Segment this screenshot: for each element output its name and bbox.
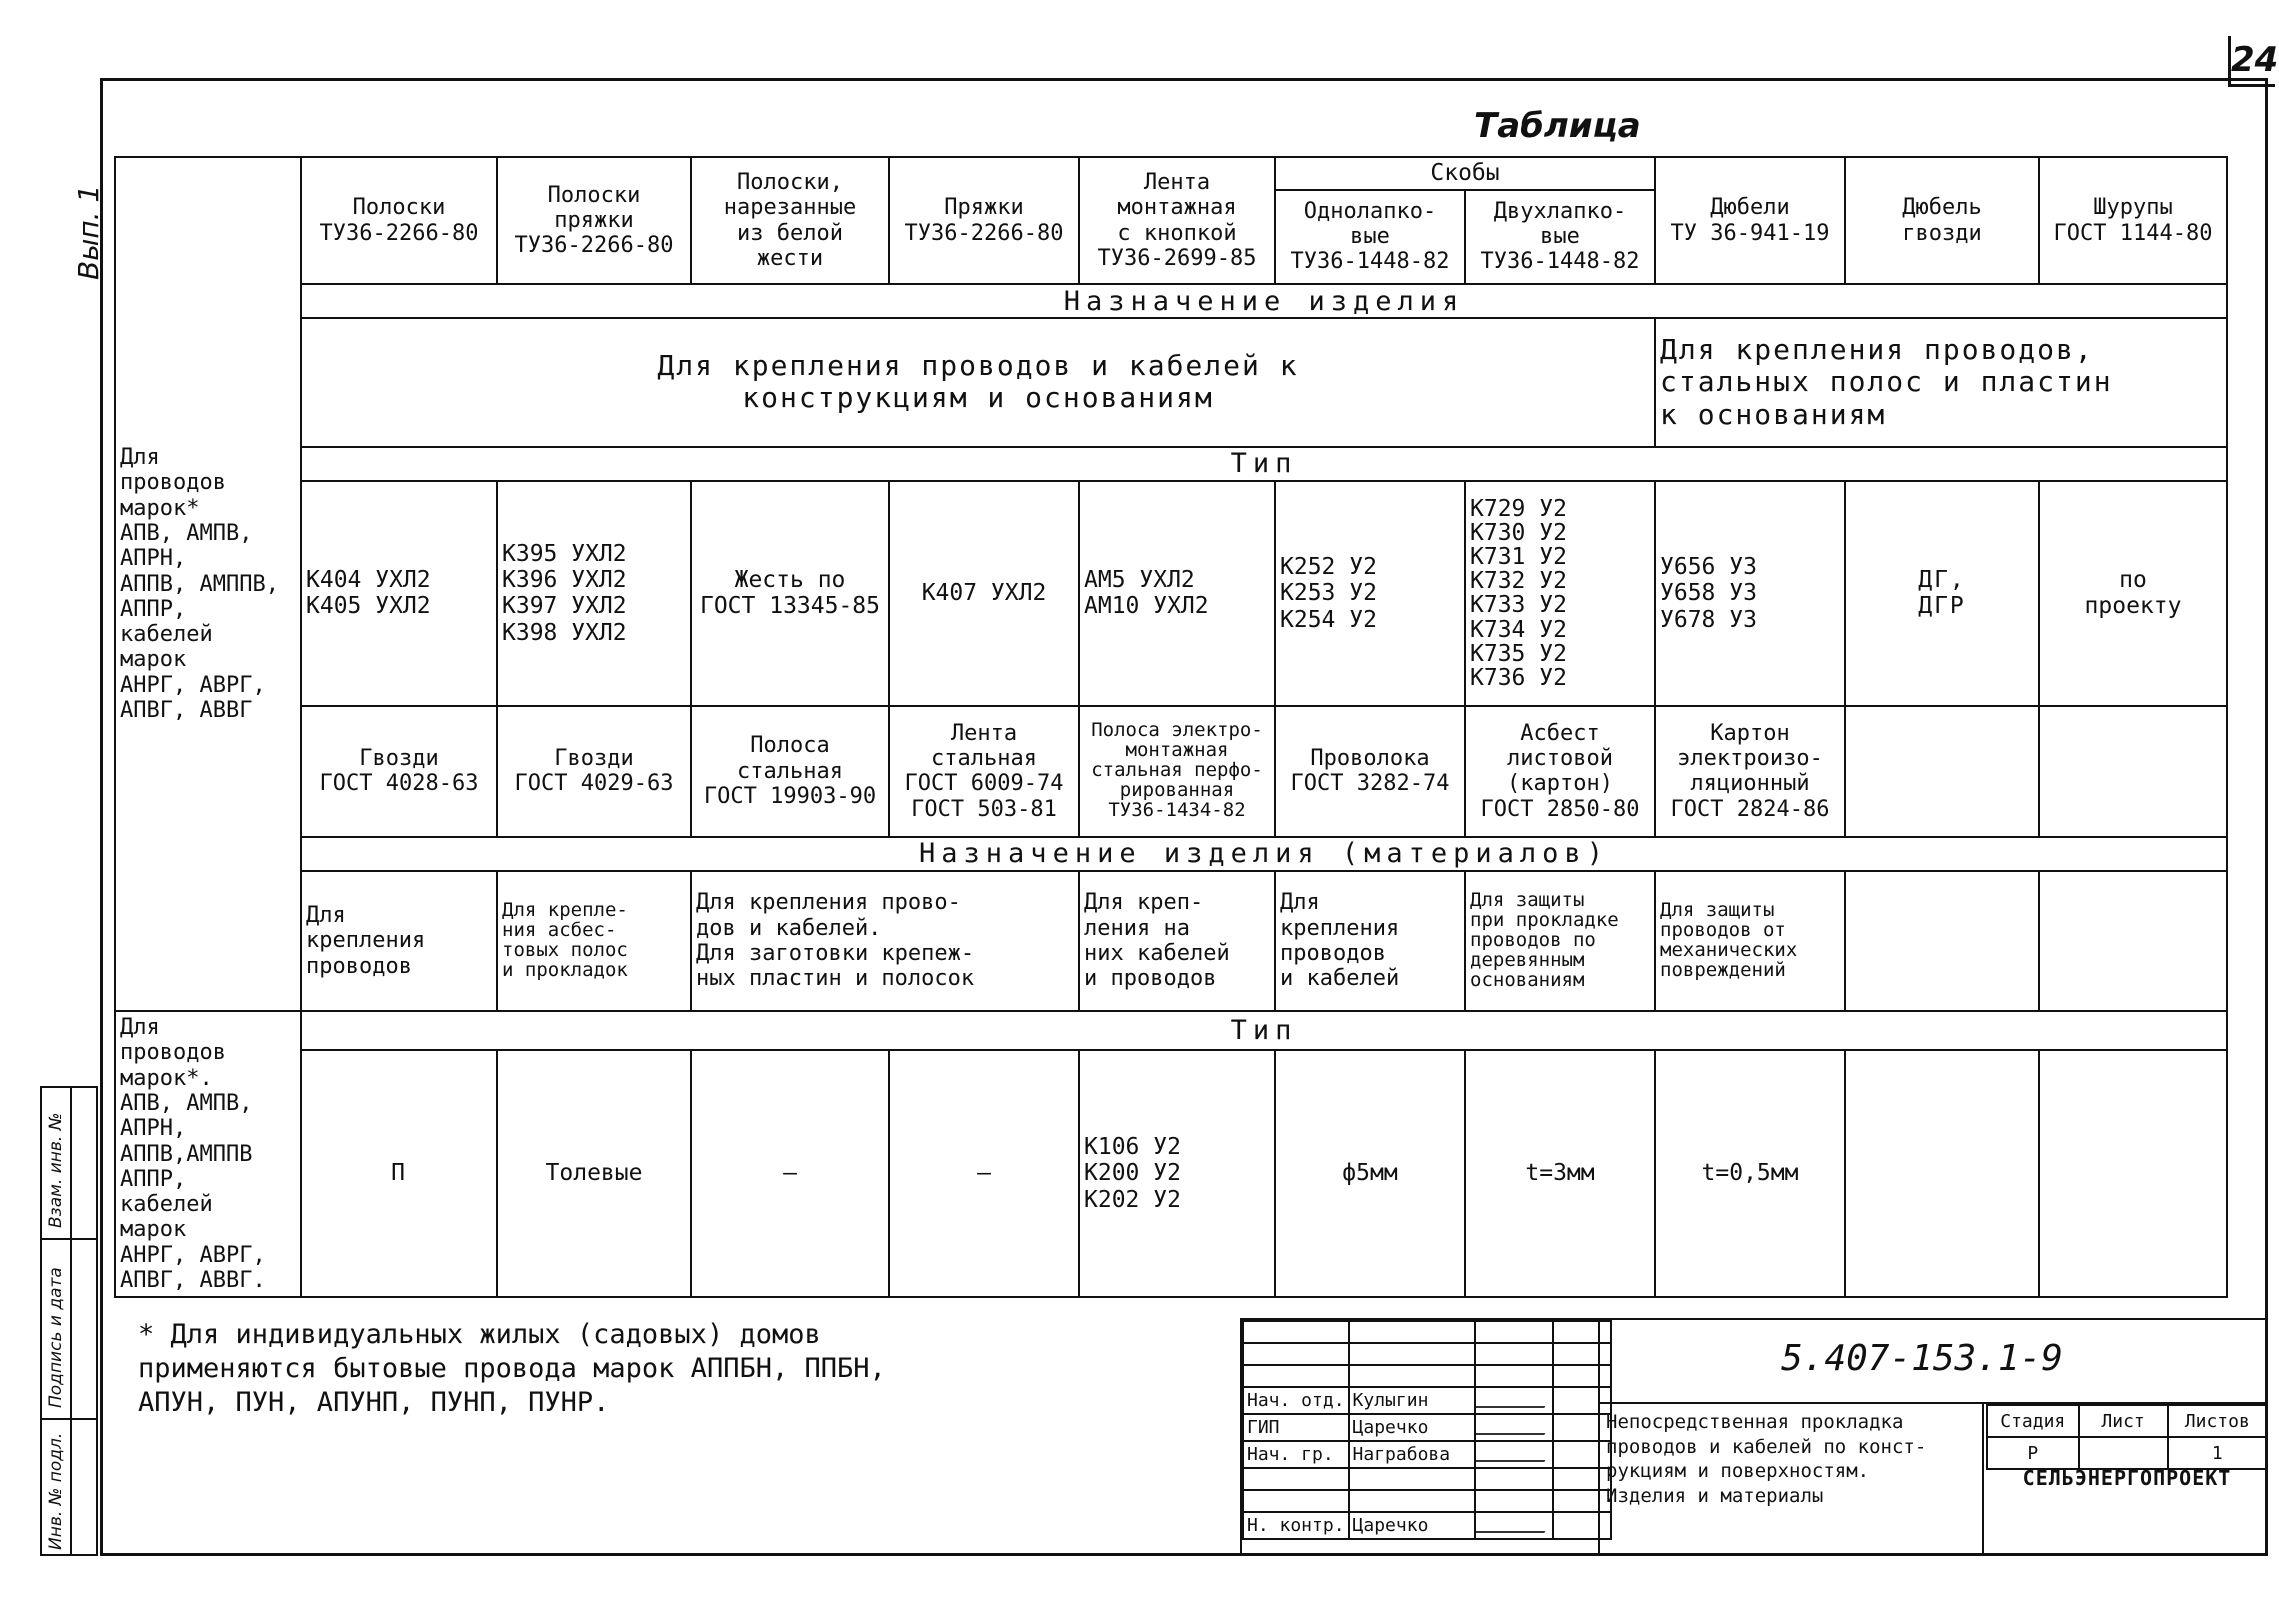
row-header-line: Для: [120, 1015, 160, 1041]
products-table: [114, 156, 2228, 1298]
type-label: Тип: [301, 447, 2227, 481]
footnote-line: АПУН, ПУН, АПУНП, ПУНП, ПУНР.: [138, 1386, 610, 1418]
sheet-value: [2079, 1437, 2168, 1469]
product-name-line: вые: [1350, 224, 1390, 250]
purpose-dowels: [1655, 318, 2227, 447]
role-cell: Нач. отд.: [1243, 1387, 1349, 1414]
type-cell: [1079, 481, 1275, 706]
purpose-line: проводов: [1280, 941, 1386, 967]
product-cell: [889, 157, 1079, 284]
product-name-line: Однолапко-: [1303, 198, 1437, 224]
purpose-label: Назначение изделия: [301, 284, 2227, 318]
type-cell: [1845, 1050, 2039, 1297]
strip-label: Подпись и дата: [46, 1267, 66, 1408]
product-name-line: нарезанные: [723, 195, 857, 221]
material-standard: ГОСТ 4029-63: [514, 771, 674, 797]
role-cell: ГИП: [1243, 1414, 1349, 1441]
purpose-line: Для крепле-: [502, 899, 628, 922]
type-line: К200 У2: [1084, 1160, 1181, 1187]
material-standard: ГОСТ 4028-63: [319, 771, 479, 797]
stage-label: Стадия: [1987, 1405, 2079, 1437]
product-name-line: Лента: [1143, 169, 1211, 195]
type-line: К407 УХЛ2: [921, 580, 1047, 607]
row-header-line: АПВ, АМПВ,: [120, 1090, 253, 1116]
document-description: [1606, 1410, 1981, 1509]
organization-name: СЕЛЬЭНЕРГОПРОЕКТ: [2022, 1466, 2232, 1490]
footnote-line: * Для индивидуальных жилых (садовых) домов: [138, 1319, 821, 1350]
purpose-line: при прокладке: [1470, 909, 1619, 932]
product-cell: [301, 157, 497, 284]
type-line: —: [783, 1160, 797, 1187]
product-standard: ТУ36-2266-80: [514, 233, 674, 259]
product-cell: [1275, 190, 1465, 284]
type-line: К405 УХЛ2: [306, 593, 431, 620]
type-line: ДГ,: [1918, 567, 1966, 593]
row-header-line: марок*.: [120, 1065, 213, 1091]
purpose-line: механических: [1660, 939, 1798, 962]
type-line: П: [391, 1160, 407, 1187]
type-line: К404 УХЛ2: [306, 567, 431, 593]
type-line: У656 У3: [1660, 553, 1757, 580]
product-cell: [1655, 157, 1845, 284]
material-standard: ГОСТ 2824-86: [1670, 796, 1830, 822]
row-header-line: АПРН,: [120, 546, 187, 572]
row-header-line: кабелей: [120, 1192, 213, 1218]
purpose-line: Для: [1280, 890, 1320, 916]
type-line: К254 У2: [1280, 606, 1377, 633]
type-line: проекту: [2084, 593, 2182, 620]
purpose-line: и прокладок: [502, 958, 628, 981]
purpose-line: ния асбес-: [502, 919, 617, 942]
purpose-line: Для защиты: [1470, 889, 1585, 912]
type-cell: [301, 481, 497, 706]
row-header-line: АПВ, АМПВ,: [120, 520, 253, 546]
material-name-line: монтажная: [1125, 739, 1229, 762]
product-cell: [1845, 157, 2039, 284]
purpose-line: товых полос: [502, 939, 628, 962]
material-cell: [301, 706, 497, 837]
sheet-label: Лист: [2079, 1405, 2168, 1437]
row-header-line: кабелей: [120, 622, 213, 648]
product-cell: [691, 157, 889, 284]
material-cell: [1465, 706, 1655, 837]
material-name-line: Проволока: [1310, 745, 1430, 771]
type-line: Жесть по: [734, 567, 846, 593]
purpose-label-2: Назначение изделия (материалов): [301, 837, 2227, 871]
type-line: К734 У2: [1470, 616, 1567, 643]
purpose-line: и проводов: [1084, 966, 1217, 992]
type-line: ф5мм: [1342, 1160, 1398, 1187]
type-cell: [889, 481, 1079, 706]
sheet-number: 24: [2228, 36, 2275, 87]
row-header-line: марок: [120, 1217, 187, 1243]
title-block: [1240, 1318, 2268, 1556]
product-name-line: Дюбель: [1902, 195, 1982, 221]
product-standard: ТУ 36-941-19: [1670, 220, 1830, 246]
type-line: К253 У2: [1280, 580, 1377, 607]
name-cell: Царечко: [1349, 1512, 1475, 1539]
name-cell: Награбова: [1349, 1441, 1475, 1468]
type-line: К736 У2: [1470, 664, 1567, 691]
purpose-line: основаниям: [1470, 968, 1585, 991]
purpose-line: ления на: [1084, 915, 1190, 941]
product-standard: ТУ36-1448-82: [1290, 249, 1450, 275]
type-line: К729 У2: [1470, 495, 1567, 522]
product-name-line: вые: [1540, 224, 1580, 250]
row-header-line: АНРГ, АВРГ,: [120, 672, 266, 698]
purpose-line: Для креп-: [1084, 890, 1204, 916]
type-line: К733 У2: [1470, 592, 1567, 619]
name-cell: [1349, 1468, 1475, 1490]
row-header-wires-1: [115, 157, 301, 1011]
row-header-line: АПВГ, АВВГ.: [120, 1268, 266, 1293]
row-header-line: АППР,: [120, 1166, 187, 1192]
type-line: t=0,5мм: [1701, 1160, 1799, 1187]
type-line: К398 УХЛ2: [502, 619, 627, 646]
purpose-line: деревянным: [1470, 948, 1585, 971]
type-line: t=3мм: [1525, 1160, 1595, 1187]
document-code: 5.407-153.1-9: [1781, 1338, 2063, 1379]
material-standard: ТУ36-1434-82: [1108, 799, 1246, 822]
product-standard: ТУ36-2266-80: [319, 220, 479, 246]
material-name-line: стальная: [737, 758, 843, 784]
product-name-line: пряжки: [554, 207, 634, 233]
purpose-line: и кабелей: [1280, 966, 1400, 992]
row-header-line: АППВ,АМППВ: [120, 1141, 253, 1167]
material-name-line: Полоса: [750, 733, 830, 759]
material-name-line: Полоса электро-: [1091, 719, 1263, 742]
purpose-line: крепления: [1280, 915, 1400, 941]
purpose-cell-empty: [1845, 871, 2039, 1012]
purpose-line: ных пластин и полосок: [696, 966, 975, 992]
product-name-line: жести: [756, 245, 824, 271]
product-name-line: Двухлапко-: [1493, 198, 1627, 224]
material-cell: [1655, 706, 1845, 837]
material-name-line: (картон): [1507, 771, 1613, 797]
material-cell: [2039, 706, 2227, 837]
type-line: Толевые: [545, 1160, 643, 1187]
signature-icon: [1475, 1442, 1553, 1462]
purpose-cell: [1275, 871, 1465, 1012]
type-line: ГОСТ 13345-85: [699, 593, 880, 620]
material-cell: [1079, 706, 1275, 837]
type-cell: [1275, 481, 1465, 706]
purpose-main: [301, 318, 1655, 447]
product-name-line: Полоски: [352, 195, 446, 221]
row-header-line: проводов: [120, 470, 226, 496]
purpose-cell: [497, 871, 691, 1012]
description-line: рукциям и поверхностям.: [1606, 1460, 1870, 1483]
product-standard: ГОСТ 1144-80: [2053, 220, 2213, 246]
sheets-label: Листов: [2168, 1405, 2267, 1437]
type-cell: [1655, 1050, 1845, 1297]
row-header-line: АНРГ, АВРГ,: [120, 1242, 266, 1268]
description-line: проводов и кабелей по конст-: [1606, 1435, 1927, 1458]
type-line: К202 У2: [1084, 1186, 1181, 1213]
purpose-line: проводов: [306, 953, 412, 979]
stage-value: Р: [1987, 1437, 2079, 1469]
purpose-line: Для защиты: [1660, 899, 1775, 922]
material-cell: [1275, 706, 1465, 837]
material-standard: ГОСТ 3282-74: [1290, 771, 1450, 797]
skoby-header: Скобы: [1275, 157, 1655, 190]
purpose-line: Для крепления проводов,: [1660, 333, 2094, 367]
product-name-line: Полоски: [547, 182, 641, 208]
purpose-line: Для крепления прово-: [696, 890, 961, 916]
type-cell: [1655, 481, 1845, 706]
role-cell: [1243, 1468, 1349, 1490]
purpose-line: к основаниям: [1660, 397, 1887, 431]
margin-stamp-strip: [40, 1086, 98, 1556]
purpose-cell-empty: [2039, 871, 2227, 1012]
type-cell: [2039, 481, 2227, 706]
sheets-value: 1: [2168, 1437, 2267, 1469]
material-name-line: Асбест: [1520, 720, 1600, 746]
description-line: Изделия и материалы: [1606, 1485, 1824, 1508]
product-name-line: Полоски,: [737, 169, 843, 195]
purpose-line: конструкциям и основаниям: [742, 381, 1214, 415]
purpose-cell: [691, 871, 1079, 1012]
product-name-line: гвозди: [1902, 220, 1982, 246]
name-cell: Кулыгин: [1349, 1387, 1475, 1414]
side-note: Вып. 1: [72, 184, 105, 280]
material-standard: ГОСТ 19903-90: [703, 783, 877, 809]
product-standard: ТУ36-1448-82: [1480, 249, 1640, 275]
product-cell: [2039, 157, 2227, 284]
strip-label: Взам. инв. №: [46, 1112, 66, 1228]
purpose-line: крепления: [306, 928, 426, 954]
row-header-line: АПРН,: [120, 1116, 187, 1142]
type-line: К735 У2: [1470, 640, 1567, 667]
type-line: —: [977, 1160, 991, 1187]
purpose-cell: [301, 871, 497, 1012]
row-header-line: проводов: [120, 1040, 226, 1066]
product-name-line: Дюбели: [1710, 195, 1790, 221]
material-standard: ГОСТ 2850-80: [1480, 796, 1640, 822]
type-cell: [1465, 481, 1655, 706]
purpose-line: стальных полос и пластин: [1660, 365, 2113, 399]
row-header-line: марок*: [120, 495, 200, 521]
purpose-line: дов и кабелей.: [696, 915, 882, 941]
type-line: У658 У3: [1660, 580, 1757, 607]
material-name-line: стальная перфо-: [1091, 759, 1263, 782]
type-cell: [497, 481, 691, 706]
type-line: по: [2119, 567, 2147, 593]
purpose-line: них кабелей: [1084, 941, 1230, 967]
material-standard: ГОСТ 6009-74: [904, 771, 1064, 797]
product-cell: [497, 157, 691, 284]
type-line: АМ10 УХЛ2: [1084, 593, 1209, 620]
table-title: Таблица: [1474, 106, 1641, 146]
type-line: ДГР: [1918, 593, 1966, 620]
type-line: У678 У3: [1660, 606, 1757, 633]
product-name-line: с кнопкой: [1117, 220, 1237, 246]
type-cell: [889, 1050, 1079, 1297]
row-header-line: АПВГ, АВВГ: [120, 698, 253, 723]
material-name-line: Гвозди: [554, 745, 634, 771]
material-name-line: Гвозди: [359, 745, 439, 771]
product-standard: ТУ36-2699-85: [1097, 245, 1257, 271]
purpose-line: Для крепления проводов и кабелей к: [657, 349, 1299, 383]
description-line: Непосредственная прокладка: [1606, 1411, 1904, 1433]
type-line: К395 УХЛ2: [502, 540, 627, 567]
type-cell: [497, 1050, 691, 1297]
material-name-line: ляционный: [1690, 771, 1810, 797]
material-name-line: Картон: [1710, 720, 1790, 746]
row-header-line: АППВ, АМППВ,: [120, 571, 279, 597]
material-standard: ГОСТ 503-81: [911, 796, 1057, 822]
type-line: К252 У2: [1280, 553, 1377, 580]
row-header-line: Для: [120, 445, 160, 471]
strip-label: Инв. № подл.: [46, 1432, 66, 1550]
material-name-line: рированная: [1119, 779, 1235, 802]
material-name-line: Лента: [950, 720, 1018, 746]
type-cell: [1845, 481, 2039, 706]
type-line: К732 У2: [1470, 568, 1567, 595]
product-name-line: Шурупы: [2093, 195, 2173, 221]
purpose-line: повреждений: [1660, 958, 1786, 981]
material-cell: [497, 706, 691, 837]
footnote: [138, 1318, 1168, 1419]
material-name-line: электроизо-: [1677, 745, 1823, 771]
type-line: К397 УХЛ2: [502, 593, 627, 620]
type-cell: [691, 1050, 889, 1297]
material-cell: [889, 706, 1079, 837]
row-header-wires-2: [115, 1011, 301, 1297]
material-cell: [691, 706, 889, 837]
stage-table: [1986, 1404, 2268, 1470]
product-name-line: из белой: [737, 220, 843, 246]
material-cell: [1845, 706, 2039, 837]
type-line: АМ5 УХЛ2: [1084, 567, 1195, 593]
purpose-cell: [1655, 871, 1845, 1012]
material-name-line: стальная: [931, 745, 1037, 771]
type-label-2: Тип: [301, 1011, 2227, 1049]
purpose-line: Для заготовки крепеж-: [696, 941, 975, 967]
role-cell: Н. контр.: [1243, 1512, 1349, 1539]
type-line: К396 УХЛ2: [502, 567, 627, 593]
footnote-line: применяются бытовые провода марок АППБН, ППБН,: [138, 1352, 886, 1384]
name-cell: Царечко: [1349, 1414, 1475, 1441]
type-line: К731 У2: [1470, 544, 1567, 571]
type-line: К106 У2: [1084, 1133, 1181, 1160]
signature-icon: [1475, 1415, 1553, 1435]
type-cell: [1465, 1050, 1655, 1297]
purpose-line: проводов по: [1470, 929, 1596, 952]
signature-table: [1242, 1320, 1612, 1540]
type-cell: [301, 1050, 497, 1297]
type-line: К730 У2: [1470, 520, 1567, 547]
role-cell: Нач. гр.: [1243, 1441, 1349, 1468]
purpose-line: Для: [306, 903, 346, 929]
purpose-cell: [1465, 871, 1655, 1012]
signature-icon: [1475, 1513, 1553, 1533]
row-header-line: АППР,: [120, 596, 187, 622]
product-standard: ТУ36-2266-80: [904, 220, 1064, 246]
type-cell: [1275, 1050, 1465, 1297]
signature-icon: [1475, 1388, 1553, 1408]
type-cell: [691, 481, 889, 706]
row-header-line: марок: [120, 647, 187, 673]
product-name-line: монтажная: [1117, 195, 1237, 221]
product-cell: [1079, 157, 1275, 284]
product-name-line: Пряжки: [944, 195, 1024, 221]
purpose-cell: [1079, 871, 1275, 1012]
product-cell: [1465, 190, 1655, 284]
purpose-line: проводов от: [1660, 919, 1786, 942]
type-cell: [1079, 1050, 1275, 1297]
type-cell: [2039, 1050, 2227, 1297]
material-name-line: листовой: [1507, 745, 1613, 771]
